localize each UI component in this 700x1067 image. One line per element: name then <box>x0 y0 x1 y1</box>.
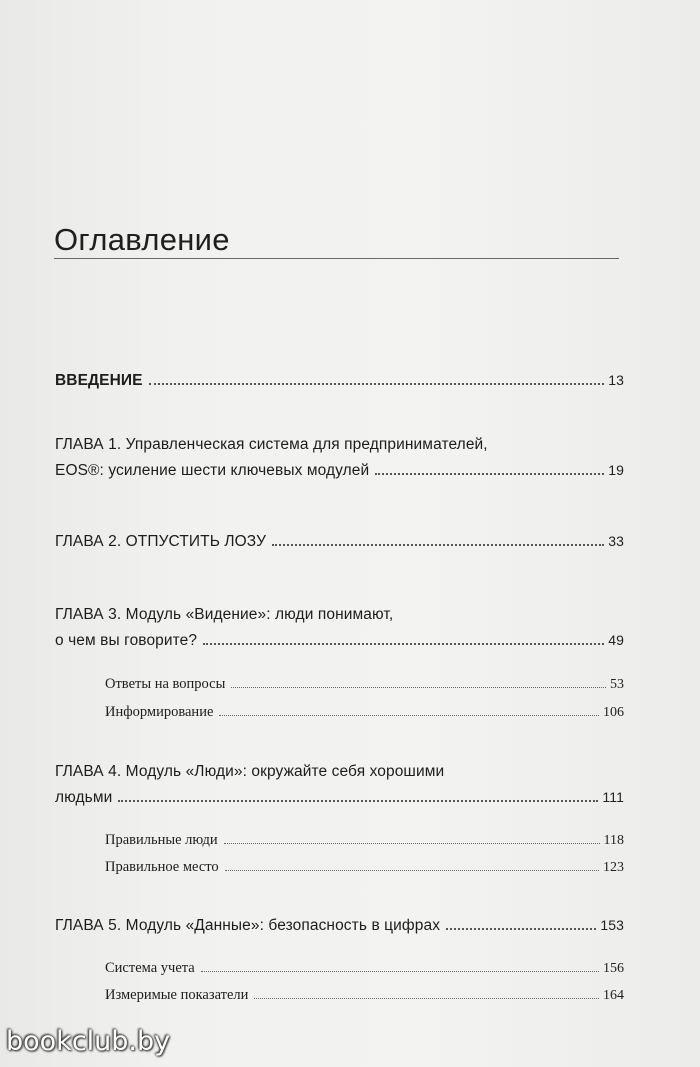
toc-entry-title-line: ГЛАВА 1. Управленческая система для предпринимателей, <box>55 436 488 453</box>
dot-leader <box>224 843 600 844</box>
toc-entry-title-line: ГЛАВА 3. Модуль «Видение»: люди понимают, <box>55 606 394 623</box>
toc-entry-title-line: ГЛАВА 4. Модуль «Люди»: окружайте себя хорошими <box>55 763 445 780</box>
toc-entry-title: Измеримые показатели <box>105 987 249 1003</box>
dot-leader <box>446 928 596 930</box>
title-underline <box>54 258 619 259</box>
toc-page-number: 111 <box>602 789 624 805</box>
dot-leader <box>201 971 599 972</box>
toc-entry-measurables[interactable] <box>105 987 624 1004</box>
toc-entry-chapter-2[interactable] <box>55 533 624 551</box>
toc-page-number: 19 <box>608 462 624 478</box>
toc-entry-title-line: людьми <box>55 789 113 806</box>
toc-page-number: 118 <box>603 833 624 848</box>
toc-entry-title: ГЛАВА 5. Модуль «Данные»: безопасность в цифрах <box>55 917 441 934</box>
toc-entry-chapter-1[interactable] <box>55 436 624 480</box>
toc-entry-right-seat[interactable] <box>105 859 624 876</box>
toc-entry-title: Система учета <box>105 960 195 976</box>
toc-entry-chapter-5[interactable] <box>55 917 624 935</box>
toc-entry-title: Правильное место <box>105 859 219 875</box>
toc-page-number: 106 <box>603 705 624 720</box>
toc-entry-right-people[interactable] <box>105 832 624 849</box>
toc-entry-chapter-4[interactable] <box>55 763 624 807</box>
dot-leader <box>375 473 604 475</box>
dot-leader <box>149 383 605 385</box>
page-title: Оглавление <box>54 222 230 257</box>
dot-leader <box>219 715 599 716</box>
toc-entry-title-line: о чем вы говорите? <box>55 632 198 649</box>
toc-page-number: 53 <box>610 677 624 692</box>
toc-page-number: 156 <box>603 961 624 976</box>
toc-page-number: 153 <box>600 917 624 933</box>
toc-page-number: 164 <box>603 988 624 1003</box>
dot-leader <box>203 643 604 645</box>
toc-entry-title: Ответы на вопросы <box>105 676 226 692</box>
dot-leader <box>225 870 599 871</box>
toc-page-number: 33 <box>608 533 624 549</box>
toc-entry-introduction[interactable] <box>55 372 624 390</box>
toc-entry-title: ГЛАВА 2. ОТПУСТИТЬ ЛОЗУ <box>55 533 267 550</box>
site-watermark: bookclub.by <box>6 1026 171 1057</box>
toc-page-number: 13 <box>608 372 624 388</box>
toc-entry-scorecard[interactable] <box>105 960 624 977</box>
dot-leader <box>231 687 606 688</box>
dot-leader <box>118 800 598 802</box>
toc-page-number: 49 <box>608 632 624 648</box>
toc-entry-title-line: EOS®: усиление шести ключевых модулей <box>55 462 370 479</box>
toc-entry-title: ВВЕДЕНИЕ <box>55 372 143 389</box>
toc-page-number: 123 <box>603 860 624 875</box>
dot-leader <box>272 544 604 546</box>
toc-entry-answers[interactable] <box>105 676 624 693</box>
toc-entry-chapter-3[interactable] <box>55 606 624 650</box>
toc-entry-informing[interactable] <box>105 704 624 721</box>
dot-leader <box>254 998 599 999</box>
toc-entry-title: Информирование <box>105 704 214 720</box>
toc-entry-title: Правильные люди <box>105 832 218 848</box>
